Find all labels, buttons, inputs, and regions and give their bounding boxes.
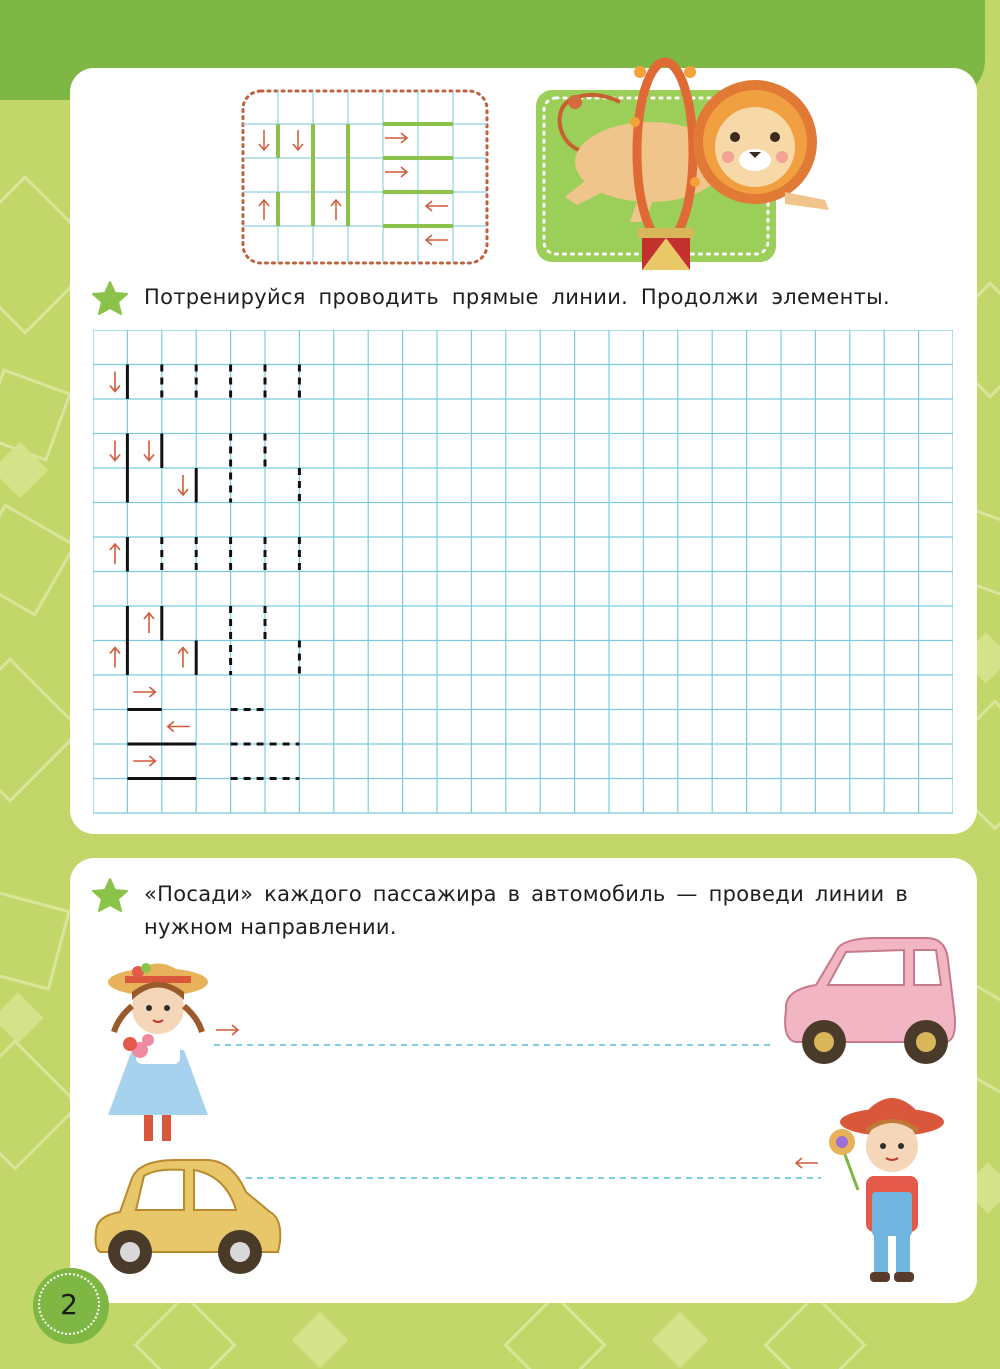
direction-arrow bbox=[144, 613, 154, 633]
boy-with-flower-illustration bbox=[822, 1082, 950, 1287]
star-icon bbox=[92, 878, 128, 912]
direction-arrow bbox=[133, 756, 155, 766]
direction-arrow bbox=[178, 648, 188, 668]
lion-jumping-through-hoop-illustration bbox=[530, 42, 840, 274]
direction-arrow bbox=[144, 441, 154, 461]
page-number: 2 bbox=[60, 1287, 78, 1321]
exercise-2-instruction: «Посади» каждого пассажира в автомобиль — проведи линии в нужном направлении. bbox=[144, 882, 908, 939]
example-pattern-card bbox=[240, 88, 490, 268]
direction-arrow bbox=[110, 648, 120, 668]
direction-arrow bbox=[178, 475, 188, 495]
pink-car-illustration bbox=[776, 930, 968, 1070]
direction-arrow bbox=[110, 441, 120, 461]
star-icon bbox=[92, 281, 128, 315]
tracing-line-boy-to-car[interactable] bbox=[243, 1153, 825, 1183]
practice-grid[interactable] bbox=[93, 330, 953, 814]
direction-arrow bbox=[133, 687, 155, 697]
direction-arrow bbox=[168, 722, 190, 732]
girl-with-flowers-illustration bbox=[100, 950, 220, 1150]
direction-arrow bbox=[110, 372, 120, 392]
page-number-badge bbox=[33, 1268, 109, 1344]
direction-arrow bbox=[110, 544, 120, 564]
exercise-1-instruction: Потренируйся проводить прямые линии. Продолжи элементы. bbox=[144, 285, 890, 309]
tracing-line-girl-to-car[interactable] bbox=[210, 1020, 775, 1050]
